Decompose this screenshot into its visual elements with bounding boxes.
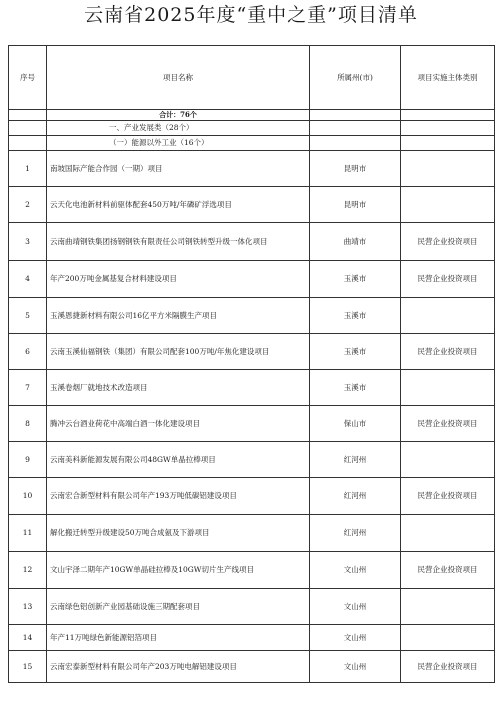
project-city: 昆明市	[310, 187, 401, 223]
header-name: 项目名称	[47, 46, 310, 110]
project-type: 民营企业投资项目	[401, 478, 495, 515]
project-name: 玉溪卷烟厂就地技术改造项目	[47, 370, 310, 406]
row-number: 14	[9, 625, 47, 651]
table-row	[9, 589, 495, 625]
total-row	[9, 110, 495, 121]
project-table	[8, 45, 495, 683]
project-city: 玉溪市	[310, 298, 401, 334]
row-number: 5	[9, 298, 47, 334]
project-city: 玉溪市	[310, 261, 401, 298]
row-number: 12	[9, 552, 47, 589]
row-number: 10	[9, 478, 47, 515]
project-name: 南坡国际产能合作园（一期）项目	[47, 151, 310, 187]
project-city: 文山州	[310, 552, 401, 589]
project-type	[401, 370, 495, 406]
project-name: 云南宏合新型材料有限公司年产193万吨低碳铝建设项目	[47, 478, 310, 515]
header-row	[9, 46, 495, 110]
project-city: 保山市	[310, 406, 401, 442]
project-name: 云南宏泰新型材料有限公司年产203万吨电解铝建设项目	[47, 651, 310, 683]
table-row	[9, 406, 495, 442]
project-city: 昆明市	[310, 151, 401, 187]
table-row	[9, 187, 495, 223]
table-row	[9, 478, 495, 515]
project-city: 曲靖市	[310, 223, 401, 261]
row-number: 6	[9, 334, 47, 370]
project-city: 红河州	[310, 478, 401, 515]
table-row	[9, 298, 495, 334]
project-type: 民营企业投资项目	[401, 552, 495, 589]
row-number: 15	[9, 651, 47, 683]
project-name: 解化搬迁转型升级建设50万吨合成氨及下游项目	[47, 515, 310, 552]
project-type	[401, 625, 495, 651]
project-city: 红河州	[310, 515, 401, 552]
project-type	[401, 442, 495, 478]
row-number: 11	[9, 515, 47, 552]
row-number: 3	[9, 223, 47, 261]
project-name: 云南美科新能源发展有限公司48GW单晶拉棒项目	[47, 442, 310, 478]
project-name: 云南曲靖钢铁集团扬钢钢铁有限责任公司钢铁转型升级一体化项目	[47, 223, 310, 261]
row-number: 1	[9, 151, 47, 187]
project-city: 红河州	[310, 442, 401, 478]
table-row	[9, 552, 495, 589]
subsection-row	[9, 136, 495, 151]
project-type	[401, 298, 495, 334]
project-city: 文山州	[310, 625, 401, 651]
total-label: 合计：76个	[47, 110, 310, 121]
project-city: 文山州	[310, 589, 401, 625]
project-type: 民营企业投资项目	[401, 223, 495, 261]
table-row	[9, 151, 495, 187]
section-row	[9, 121, 495, 136]
table-row	[9, 370, 495, 406]
project-name: 云南绿色铝创新产业园基础设施三期配套项目	[47, 589, 310, 625]
table-row	[9, 442, 495, 478]
row-number: 4	[9, 261, 47, 298]
subsection-label: （一）能源以外工业（16个）	[47, 136, 310, 151]
project-name: 年产200万吨金属基复合材料建设项目	[47, 261, 310, 298]
page-title: 云南省2025年度“重中之重”项目清单	[84, 4, 418, 26]
project-type: 民营企业投资项目	[401, 334, 495, 370]
row-number: 13	[9, 589, 47, 625]
header-no: 序号	[9, 46, 47, 110]
project-name: 云南玉溪仙福钢铁（集团）有限公司配套100万吨/年焦化建设项目	[47, 334, 310, 370]
table-row	[9, 334, 495, 370]
table-row	[9, 223, 495, 261]
project-city: 玉溪市	[310, 334, 401, 370]
row-number: 8	[9, 406, 47, 442]
row-number: 7	[9, 370, 47, 406]
project-type: 民营企业投资项目	[401, 651, 495, 683]
section-label: 一、产业发展类（28个）	[47, 121, 310, 136]
project-type: 民营企业投资项目	[401, 261, 495, 298]
row-number: 2	[9, 187, 47, 223]
table-row	[9, 261, 495, 298]
project-type	[401, 187, 495, 223]
project-city: 文山州	[310, 651, 401, 683]
project-type	[401, 151, 495, 187]
project-type	[401, 589, 495, 625]
table-row	[9, 515, 495, 552]
project-name: 玉溪恩捷新材料有限公司16亿平方米隔膜生产项目	[47, 298, 310, 334]
table-row	[9, 625, 495, 651]
header-type: 项目实施主体类别	[401, 46, 495, 110]
project-name: 文山宇泽二期年产10GW单晶硅拉棒及10GW切片生产线项目	[47, 552, 310, 589]
table-row	[9, 651, 495, 683]
project-city: 玉溪市	[310, 370, 401, 406]
header-city: 所属州(市)	[310, 46, 401, 110]
project-name: 年产11万吨绿色新能源铝箔项目	[47, 625, 310, 651]
project-type	[401, 515, 495, 552]
project-type: 民营企业投资项目	[401, 406, 495, 442]
row-number: 9	[9, 442, 47, 478]
project-name: 腾冲云台酒业荷花中高端白酒一体化建设项目	[47, 406, 310, 442]
project-name: 云天化电池新材料前驱体配套450万吨/年磷矿浮选项目	[47, 187, 310, 223]
